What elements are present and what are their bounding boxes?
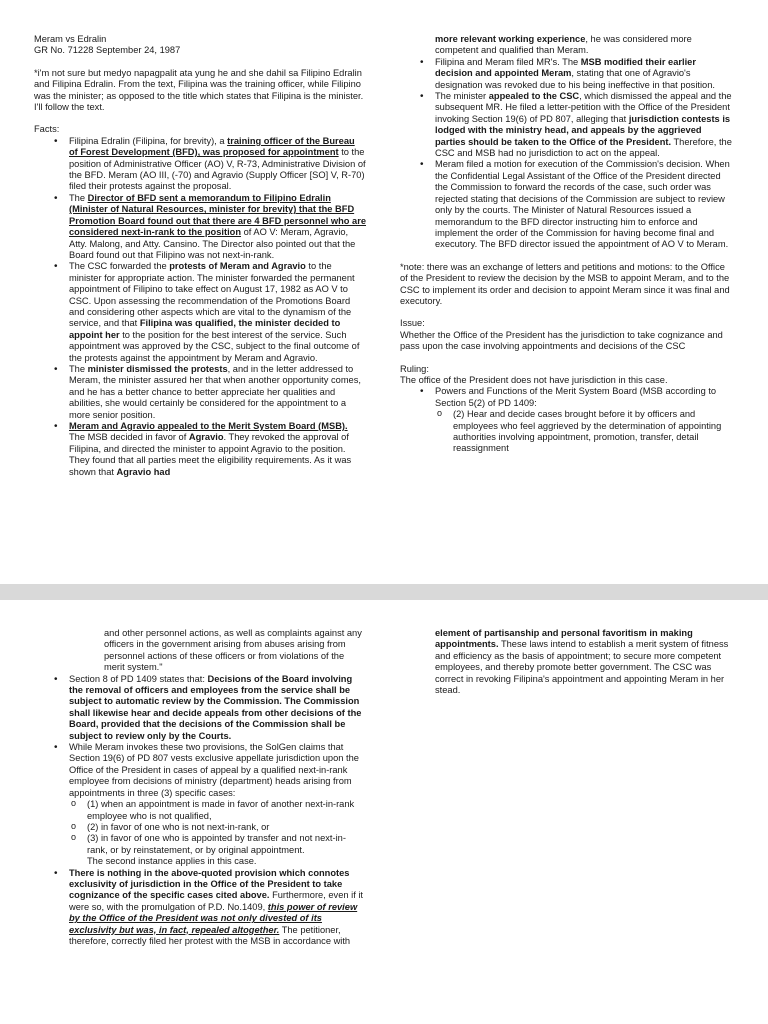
fact-item-2: • The Director of BFD sent a memorandum to Filipino Edralin (Minister of Natural Resources, minister for brevity) that the BFD Promotion Board found out that there are 4 BFD personnel who are considered next-in-rank to the position of AO V: Meram, Agravio, Atty. Malong, and Atty. Cansino. The Director also pointed out that the Board found out that Filipino was not next-in-rank.: [34, 193, 366, 261]
page1-left-column: [34, 34, 366, 478]
ruling-heading: Ruling:: [400, 363, 429, 374]
page1-right-column: [400, 34, 732, 455]
ruling-item-3: • While Meram invokes these two provisions, the SolGen claims that Section 19(6) of PD 807 vests exclusive appellate jurisdiction upon the Office of the President in cases of appeal by a qualified next-in-rank employee from decisions of ministry (department) heads arising from appointments in three (3) specific cases: o (1) when an appointment is made in favor of another next-in-rank employee who is not qualified, o (2) in favor of one who is not next-in-rank, or o (3) in favor of one who is appointed by transfer and not next-in-rank, or by reinstatement, or by original appointment. The second instance applies in this case.: [34, 742, 366, 867]
fact-item-7: • The minister appealed to the CSC, which dismissed the appeal and the subsequent MR. He filed a letter-petition with the Office of the President invoking Section 19(6) of PD 807, alleging that jurisdiction contests is lodged with the ministry head, and appeals by the aggrieved parties should be taken to the Office of the President. Therefore, the CSC and MSB had no jurisdiction to act on the appeal.: [400, 91, 732, 159]
ruling-item-2: • Section 8 of PD 1409 states that: Decisions of the Board involving the removal of officers and employees from the service shall be subject to automatic review by the Commission. The Commission shall likewise hear and decide appeals from other decisions of the Board, provided that the decisions of the Commission shall be subject to review only by the Courts.: [34, 674, 366, 742]
fact-item-3: • The CSC forwarded the protests of Meram and Agravio to the minister for appropriate action. The minister forwarded the permanent appointment of Filipino to take effect on August 17, 1982 as AO V to CSC. Upon assessing the recommendation of the Promotions Board and considering other aspects which are vital to the dynamism of the service, and that Filipina was qualified, the minister decided to appoint her to the position for the best interest of the service. Such appointment was approved by the CSC, subject to the final outcome of the protests against the appointment by Meram and Agravio.: [34, 261, 366, 364]
ruling-list: [400, 386, 732, 454]
facts-list-continued: [400, 57, 732, 251]
second-instance-note: The second instance applies in this case.: [87, 856, 257, 867]
ruling-conclusion: element of partisanship and personal favoritism in making appointments. These laws intend to establish a merit system of fitness and efficiency as the basis of appointment; to secure more competent employees, and thereby promote better government. The CSC was correct in revoking Filipina's appointment and appointing Meram in her stead.: [435, 628, 729, 696]
facts-list: [34, 136, 366, 478]
fact-item-5: • Meram and Agravio appealed to the Merit System Board (MSB). The MSB decided in favor of Agravio. They revoked the approval of Filipina, and directed the minister to appoint Agravio to the position. They found that all parties meet the eligibility requirements. As it was shown that Agravio had: [34, 421, 366, 478]
specific-case-3: o (3) in favor of one who is appointed by transfer and not next-in-rank, or by reinstatement, or by original appointment.: [69, 833, 366, 856]
issue-text: Whether the Office of the President has the jurisdiction to take cognizance and pass upon the case involving appointments and decisions of the CSC: [400, 329, 723, 352]
specific-cases-list: [69, 799, 366, 856]
document-page-2: [0, 600, 768, 1024]
ruling-item-4: • There is nothing in the above-quoted provision which connotes exclusivity of jurisdiction in the Office of the President to take cognizance of the specific cases cited above. Furthermore, even if it were so, with the promulgation of P.D. No.1409, this power of review by the Office of the President was not only divested of its exclusivity but was, in fact, repealed altogether. The petitioner, therefore, correctly filed her protest with the MSB in accordance with: [34, 868, 366, 948]
ruling-item-1: • Powers and Functions of the Merit System Board (MSB according to Section 5(2) of PD 1409: o (2) Hear and decide cases brought before it by officers and employees who feel aggrieved by the determination of appointing authorities involving appointment, promotion, transfer, detail reassignment: [400, 386, 732, 454]
ruling-sublist: [435, 409, 732, 455]
page2-left-column: [34, 628, 366, 947]
case-title: Meram vs Edralin: [34, 34, 107, 44]
fact-item-1: • Filipina Edralin (Filipina, for brevity), a training officer of the Bureau of Forest Development (BFD), was proposed for appointment to the position of Administrative Officer (AO) V, R-73, Administrative Division of the BFD. Meram (AO III, (-70) and Agravio (Supply Officer [SO] V, R-70) filed their protests against the proposal.: [34, 136, 366, 193]
fact-item-6: • Filipina and Meram filed MR's. The MSB modified their earlier decision and appointed Meram, stating that one of Agravio's designation was revoked due to his being ineffective in that position.: [400, 57, 732, 91]
ruling-text: The office of the President does not have jurisdiction in this case.: [400, 374, 668, 385]
specific-case-2: o (2) in favor of one who is not next-in-rank, or: [69, 822, 366, 833]
ruling-list-continued: [34, 674, 366, 948]
fact-item-4: • The minister dismissed the protests, and in the letter addressed to Meram, the minister assured her that when another opportunity comes, and he has a better chance to better appreciate her qualities and abilities, she would certainly be considered for the appointment to a more senior position.: [34, 364, 366, 421]
ruling-subitem-1-continued: and other personnel actions, as well as complaints against any officers in the government arising from abuses arising from personnel actions of these officers or from violations of the merit system.": [104, 628, 362, 673]
ruling-subitem-1: o (2) Hear and decide cases brought before it by officers and employees who feel aggrieved by the determination of appointing authorities involving appointment, promotion, transfer, detail reassignment: [435, 409, 732, 455]
side-note: *note: there was an exchange of letters and petitions and motions: to the Office of the President to review the decision by the MSB to appoint Meram, and to the CSC to implement its order and decision to appoint Meram since it was final and executory.: [400, 261, 730, 306]
fact-item-8: • Meram filed a motion for execution of the Commission's decision. When the Confidential Legal Assistant of the Office of the President directed the Commission to forward the records of the case, such order was rejected stating that decisions of the Commission are subject to review only by the courts. The Minister of Natural Resources issued a memorandum to the BFD director instructing him to enforce and implement the order of the Commission for having become final and executory. The BFD director issued the appointment of AO V to Meram.: [400, 159, 732, 250]
page2-right-column: [400, 628, 732, 696]
facts-heading: Facts:: [34, 124, 60, 135]
issue-heading: Issue:: [400, 318, 425, 329]
intro-note: *i'm not sure but medyo napagpalit ata yung he and she dahil sa Filipino Edralin and Filipina Edralin. From the text, Filipina was the training officer, while Filipino was the minister; as opposed to the title which states that Filipina is the minister. I'll follow the text.: [34, 67, 364, 113]
case-number: GR No. 71228 September 24, 1987: [34, 45, 181, 56]
fact-item-5-continued: more relevant working experience, he was considered more competent and qualified than Meram.: [435, 34, 692, 56]
specific-case-1: o (1) when an appointment is made in favor of another next-in-rank employee who is not qualified,: [69, 799, 366, 822]
